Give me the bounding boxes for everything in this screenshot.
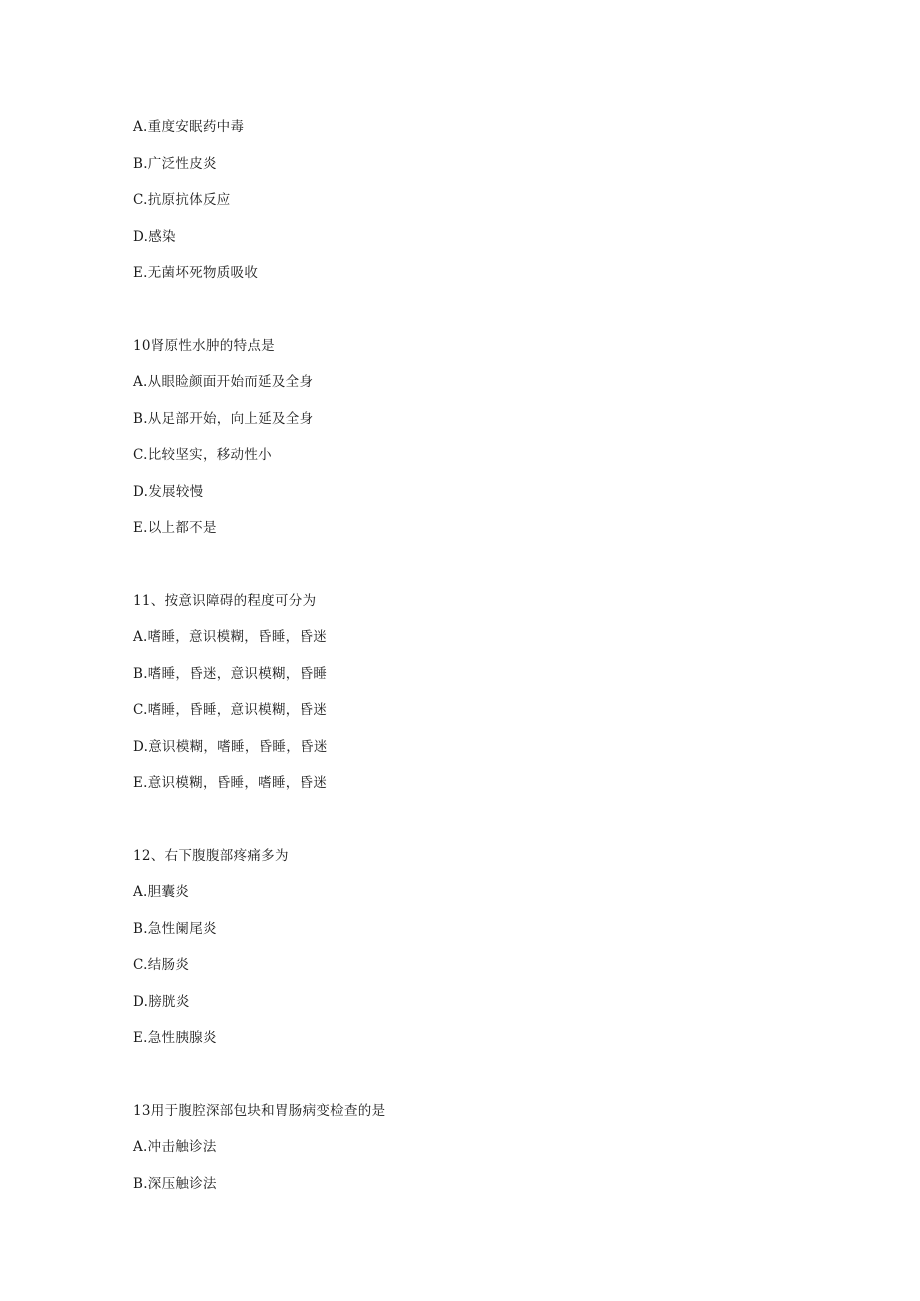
option-c-q9: C.抗原抗体反应: [133, 192, 231, 208]
option-d-q10: D.发展较慢: [133, 484, 204, 500]
option-a-q10: A.从眼睑颜面开始而延及全身: [133, 374, 314, 390]
option-b-q11: B.嗜睡，昏迷，意识模糊，昏睡: [133, 666, 328, 682]
option-c-q10: C.比较坚实，移动性小: [133, 447, 272, 463]
option-a-q9: A.重度安眠药中毒: [133, 119, 245, 135]
option-a-q13: A.冲击触诊法: [133, 1139, 217, 1155]
option-b-q10: B.从足部开始，向上延及全身: [133, 411, 314, 427]
option-c-q12: C.结肠炎: [133, 957, 190, 973]
option-d-q11: D.意识模糊，嗜睡，昏睡，昏迷: [133, 739, 328, 755]
option-b-q9: B.广泛性皮炎: [133, 156, 217, 172]
option-a-q12: A.胆囊炎: [133, 884, 190, 900]
option-d-q9: D.感染: [133, 229, 176, 245]
option-e-q10: E.以上都不是: [133, 520, 217, 536]
question-10: 10肾原性水肿的特点是: [133, 338, 275, 354]
option-e-q11: E.意识模糊，昏睡，嗜睡，昏迷: [133, 775, 328, 791]
option-b-q12: B.急性阑尾炎: [133, 921, 217, 937]
question-12: 12、右下腹腹部疼痛多为: [133, 848, 289, 864]
option-e-q9: E.无菌坏死物质吸收: [133, 265, 259, 281]
option-c-q11: C.嗜睡，昏睡，意识模糊，昏迷: [133, 702, 328, 718]
option-d-q12: D.膀胱炎: [133, 994, 190, 1010]
option-e-q12: E.急性胰腺炎: [133, 1030, 217, 1046]
option-b-q13: B.深压触诊法: [133, 1176, 217, 1192]
question-13: 13用于腹腔深部包块和胃肠病变检查的是: [133, 1103, 386, 1119]
option-a-q11: A.嗜睡，意识模糊，昏睡，昏迷: [133, 629, 328, 645]
question-11: 11、按意识障碍的程度可分为: [133, 593, 317, 609]
